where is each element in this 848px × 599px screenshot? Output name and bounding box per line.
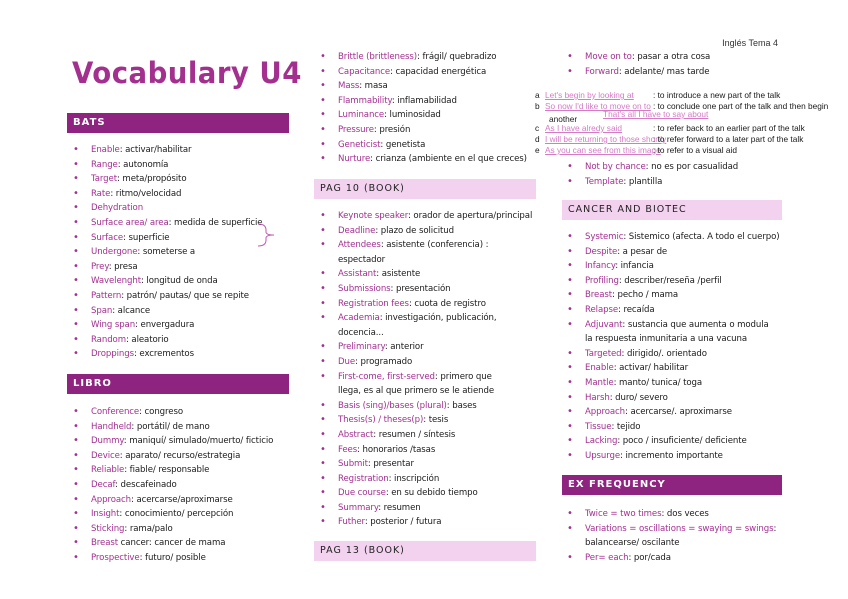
phrase-row — [535, 123, 805, 135]
vocab-term: Nurture — [338, 154, 371, 165]
vocab-term: Tissue — [585, 421, 612, 432]
vocab-term: Brittle (brittleness) — [338, 52, 418, 62]
vocab-definition: : resumen / síntesis — [373, 429, 456, 440]
phrase-description: : to conclude one part of the talk and then begin — [653, 101, 829, 111]
list-item — [73, 347, 293, 362]
list-item — [567, 318, 772, 347]
list-item — [320, 486, 515, 501]
list-item — [73, 522, 293, 537]
list-item — [320, 457, 515, 472]
list-item — [320, 224, 515, 239]
list-item — [567, 405, 772, 420]
list-item — [73, 463, 293, 478]
vocab-definition: : fiable/ responsable — [124, 465, 210, 476]
list-item — [73, 536, 293, 551]
list-item — [320, 152, 540, 167]
vocab-definition: : descafeinado — [115, 479, 177, 490]
list-item — [567, 361, 772, 376]
vocab-term: Pressure — [338, 124, 374, 135]
vocab-term: Relapse — [585, 304, 619, 315]
vocab-term: Dummy — [91, 436, 124, 447]
brace-icon — [256, 222, 278, 248]
phrases-block — [535, 90, 845, 160]
vocab-definition: : posterior / futura — [364, 517, 442, 528]
vocab-definition: : presión — [373, 124, 411, 135]
list-item — [73, 333, 293, 348]
phrase-description: : to refer to a visual aid — [653, 145, 737, 155]
list-item — [73, 158, 293, 173]
vocab-term: Harsh — [585, 392, 610, 403]
vocab-term: Academia — [338, 313, 380, 324]
vocab-term: Undergone — [91, 247, 138, 258]
vocab-term: Wavelenght — [91, 276, 141, 287]
list-item — [320, 515, 515, 530]
section-freq-header: EX FREQUENCY — [562, 475, 782, 495]
list-item — [73, 507, 293, 522]
vocab-definition: : plantilla — [623, 176, 663, 187]
vocab-term: Due course — [338, 488, 386, 499]
vocab-definition: : excrementos — [134, 349, 194, 360]
list-pag10 — [320, 209, 533, 530]
vocab-definition: : plazo de solicitud — [375, 225, 454, 236]
vocab-term: Registration — [338, 473, 389, 484]
list-item — [73, 318, 293, 333]
vocab-definition: : a pesar de — [617, 246, 668, 257]
list-col3-mid — [567, 160, 787, 189]
vocab-term: Not by chance — [585, 162, 646, 172]
vocab-term: Random — [91, 334, 126, 345]
vocab-definition: : dirigido/. orientado — [621, 348, 707, 359]
vocab-term: Flammability — [338, 95, 392, 106]
list-item — [320, 443, 515, 458]
vocab-term: Per= each — [585, 552, 629, 563]
vocab-definition: : cuota de registro — [408, 298, 486, 309]
vocab-definition: : asistente (conferencia) : espectador — [338, 240, 489, 265]
phrase-letter: a — [535, 90, 540, 100]
vocab-definition: : longitud de onda — [140, 276, 218, 287]
vocab-term: Variations = oscillations = swaying = swings — [585, 523, 774, 534]
list-item — [320, 65, 540, 80]
vocab-definition: : presentar — [367, 459, 414, 470]
phrase-letter: b — [535, 101, 540, 111]
vocab-term: Enable — [91, 145, 120, 155]
section-pag13-header: PAG 13 (BOOK) — [314, 541, 536, 561]
vocab-definition: : por/cada — [628, 552, 671, 563]
list-col3-top — [567, 50, 787, 79]
vocab-definition: : inscripción — [388, 473, 440, 484]
vocab-definition: : tesis — [423, 415, 449, 426]
vocab-term: Span — [91, 305, 113, 316]
vocab-term: Range — [91, 159, 118, 170]
list-cancer — [567, 230, 780, 464]
list-item — [73, 260, 293, 275]
vocab-term: Attendees — [338, 240, 381, 251]
section-cancer-header: CANCER AND BIOTEC — [562, 200, 782, 220]
vocab-term: Target — [91, 174, 117, 185]
vocab-term: Approach — [91, 494, 132, 505]
vocab-definition: : incremento importante — [620, 450, 723, 461]
vocab-term: Summary — [338, 502, 379, 513]
section-libro-header: LIBRO — [67, 374, 289, 394]
list-item — [567, 449, 772, 464]
vocab-definition: : en su debido tiempo — [385, 488, 478, 499]
vocab-definition: : frágil/ quebradizo — [417, 52, 497, 62]
vocab-definition: : sustancia que aumenta o modula la respuesta inmunitaria a una vacuna — [585, 319, 769, 345]
phrase-description: : to refer forward to a later part of the talk — [653, 134, 804, 144]
list-item — [320, 267, 515, 282]
list-item — [567, 551, 777, 566]
vocab-definition: : futuro/ posible — [139, 552, 206, 563]
vocab-term: Submit — [338, 459, 368, 470]
vocab-term: Keynote speaker — [338, 211, 408, 221]
vocab-term: Luminance — [338, 110, 385, 121]
vocab-term: Mass — [338, 81, 360, 92]
vocab-definition: : envergadura — [135, 320, 195, 331]
vocab-term: Enable — [585, 363, 614, 374]
vocab-term: Move on to — [585, 52, 632, 62]
phrase-description: : to introduce a new part of the talk — [653, 90, 781, 100]
header-right: Inglés Tema 4 — [722, 38, 778, 48]
vocab-definition: : pecho / mama — [612, 290, 679, 301]
vocab-definition: : asistente — [376, 269, 421, 280]
vocab-term: Handheld — [91, 421, 132, 432]
list-item — [320, 472, 515, 487]
list-item — [73, 405, 293, 420]
vocab-definition: : maniquí/ simulado/muerto/ ficticio — [123, 436, 274, 447]
list-item — [567, 259, 772, 274]
vocab-term: Despite — [585, 246, 618, 257]
vocab-definition: : pasar a otra cosa — [631, 52, 711, 62]
vocab-definition: : duro/ severo — [609, 392, 668, 403]
vocab-definition: : presentación — [390, 283, 451, 294]
list-item — [567, 522, 777, 551]
vocab-definition: : resumen — [378, 502, 421, 513]
vocab-definition: : presa — [108, 261, 138, 272]
vocab-definition: : acercarse/aproximarse — [131, 494, 233, 505]
vocab-term: Abstract — [338, 429, 374, 440]
vocab-definition: : primero que llega, es al que primero se le atiende — [338, 371, 495, 397]
list-item — [567, 288, 772, 303]
list-item — [320, 370, 515, 399]
vocab-term: Dehydration — [91, 203, 144, 214]
vocab-definition: : aparato/ recurso/estrategia — [119, 450, 241, 461]
vocab-term: Breast — [585, 290, 613, 301]
list-item — [567, 347, 772, 362]
list-item — [567, 245, 772, 260]
list-item — [567, 420, 772, 435]
vocab-definition: : recaída — [618, 304, 655, 315]
list-item — [320, 50, 540, 65]
list-item — [73, 289, 293, 304]
list-item — [73, 478, 293, 493]
list-item — [320, 138, 540, 153]
phrase-row — [535, 134, 803, 146]
vocab-definition: : programado — [355, 356, 413, 367]
vocab-definition: : describer/reseña /perfil — [618, 275, 722, 286]
vocab-term: Registration fees — [338, 298, 409, 309]
vocab-definition: : someterse a — [137, 247, 196, 258]
vocab-definition: : ritmo/velocidad — [110, 188, 182, 199]
list-item — [320, 108, 540, 123]
list-item — [320, 355, 515, 370]
vocab-definition: : bases — [446, 400, 477, 411]
vocab-definition: : dos veces — [661, 509, 709, 519]
list-item — [73, 449, 293, 464]
list-item — [320, 297, 515, 312]
vocab-definition: : superficie — [123, 232, 170, 243]
vocab-definition: : alcance — [112, 305, 151, 316]
vocab-definition: : luminosidad — [384, 110, 441, 121]
vocab-term: Profiling — [585, 275, 619, 286]
phrase-text: That's all I have to say about — [603, 109, 709, 119]
phrase-text: So now I'd like to move on to — [545, 101, 651, 111]
section-pag10-header: PAG 10 (BOOK) — [314, 179, 536, 199]
vocab-definition: : tejido — [611, 421, 641, 432]
vocab-term: Upsurge — [585, 450, 621, 461]
vocab-term: Mantle — [585, 377, 614, 388]
list-item — [73, 187, 293, 202]
phrase-text: Let's begin by looking at — [545, 90, 634, 100]
vocab-term: First-come, first-served — [338, 371, 435, 382]
vocab-term: Pattern — [91, 290, 122, 301]
vocab-definition: : autonomía — [117, 159, 169, 170]
list-item — [567, 50, 787, 65]
list-item — [567, 175, 787, 190]
vocab-definition: : rama/palo — [124, 523, 173, 534]
vocab-definition: : genetista — [380, 139, 426, 150]
vocab-term: Surface — [91, 232, 124, 243]
vocab-definition: : no es por casualidad — [645, 162, 739, 172]
list-item — [320, 209, 533, 224]
vocab-definition: : acercarse/. aproximarse — [625, 407, 732, 418]
vocab-term: Prey — [91, 261, 109, 272]
list-item — [320, 282, 515, 297]
vocab-term: Thesis(s) / theses(p) — [338, 415, 424, 426]
vocab-term: Droppings — [91, 349, 134, 360]
vocab-term: Infancy — [585, 261, 616, 272]
phrase-letter: d — [535, 134, 540, 144]
vocab-term: Adjuvant — [585, 319, 623, 330]
list-item — [567, 376, 772, 391]
vocab-term: Breast — [91, 538, 119, 549]
vocab-term: Preliminary — [338, 342, 385, 353]
vocab-definition: : orador de apertura/principal — [408, 211, 533, 221]
vocab-definition: : investigación, publicación, docencia... — [338, 313, 497, 338]
vocab-term: Deadline — [338, 225, 376, 236]
list-item — [320, 428, 515, 443]
vocab-term: Assistant — [338, 269, 377, 280]
vocab-definition: : crianza (ambiente en el que creces) — [370, 154, 527, 165]
vocab-term: Futher — [338, 517, 365, 528]
vocab-term: Basis (sing)/bases (plural) — [338, 400, 447, 411]
list-item — [73, 172, 293, 187]
list-item — [567, 303, 772, 318]
vocab-term: Twice = two times — [585, 509, 662, 519]
vocab-term: Conference — [91, 407, 140, 417]
phrase-row — [535, 145, 737, 157]
phrase-row — [535, 90, 780, 102]
vocab-definition: : honorarios /tasas — [357, 444, 436, 455]
list-bats — [73, 143, 293, 362]
vocab-definition: : anterior — [384, 342, 424, 353]
vocab-term: Due — [338, 356, 356, 367]
list-item — [320, 413, 515, 428]
list-item — [73, 201, 293, 216]
list-item — [320, 238, 515, 267]
vocab-definition: : aleatorio — [125, 334, 169, 345]
vocab-definition: : portátil/ de mano — [131, 421, 210, 432]
list-item — [567, 507, 777, 522]
vocab-definition: : capacidad energética — [390, 66, 487, 77]
list-item — [73, 551, 293, 566]
vocab-definition: : inflamabilidad — [391, 95, 457, 106]
vocab-term: Geneticist — [338, 139, 381, 150]
vocab-definition: : manto/ tunica/ toga — [613, 377, 703, 388]
phrase-text: As you can see from this image — [545, 145, 661, 155]
list-item — [73, 493, 293, 508]
list-libro — [73, 405, 293, 566]
phrase-description: another — [549, 114, 578, 124]
vocab-definition: : Sistemico (afecta. A todo el cuerpo) — [623, 232, 780, 242]
vocab-term: Targeted — [585, 348, 622, 359]
vocab-term: Systemic — [585, 232, 624, 242]
list-item — [73, 274, 293, 289]
list-freq — [567, 507, 777, 565]
list-item — [73, 304, 293, 319]
phrase-letter: e — [535, 145, 540, 155]
list-item — [567, 65, 787, 80]
page-title: Vocabulary U4 — [72, 56, 302, 90]
phrase-letter: c — [535, 123, 540, 133]
vocab-term: Forward — [585, 66, 619, 77]
vocab-definition: : meta/propósito — [117, 174, 187, 185]
vocab-term: Wing span — [91, 320, 136, 331]
vocab-definition: : masa — [359, 81, 388, 92]
list-item — [320, 501, 515, 516]
list-item — [320, 311, 515, 340]
vocab-definition: : infancia — [615, 261, 654, 272]
vocab-term: Template — [585, 176, 624, 187]
vocab-term: Reliable — [91, 465, 125, 476]
vocab-definition: : balancearse/ oscilante — [585, 523, 777, 549]
vocab-definition: : poco / insuficiente/ deficiente — [617, 436, 747, 447]
vocab-term: Capacitance — [338, 66, 391, 77]
vocab-term: Surface area/ area — [91, 217, 169, 228]
vocab-definition: : patrón/ pautas/ que se repite — [121, 290, 249, 301]
phrase-description: : to refer back to an earlier part of the talk — [653, 123, 805, 133]
vocab-definition: : activar/habilitar — [119, 145, 192, 155]
vocab-term: Rate — [91, 188, 111, 199]
list-item — [320, 340, 515, 355]
list-item — [320, 123, 540, 138]
list-col2-top — [320, 50, 540, 167]
phrase-text: As I have alredy said — [545, 123, 623, 133]
vocab-definition: cancer: cancer de mama — [118, 538, 226, 549]
vocab-term: Approach — [585, 407, 626, 418]
phrase-text: I will be returning to those shortly — [545, 134, 667, 144]
list-item — [320, 94, 540, 109]
list-item — [73, 143, 293, 158]
list-item — [567, 274, 772, 289]
list-item — [73, 420, 293, 435]
list-item — [567, 230, 780, 245]
vocab-term: Device — [91, 450, 120, 461]
vocab-definition: : congreso — [139, 407, 183, 417]
vocab-term: Fees — [338, 444, 358, 455]
vocab-term: Prospective — [91, 552, 140, 563]
vocab-term: Sticking — [91, 523, 125, 534]
vocab-term: Decaf — [91, 479, 116, 490]
vocab-definition: : conocimiento/ percepción — [119, 509, 234, 520]
list-item — [567, 391, 772, 406]
list-item — [567, 160, 787, 175]
vocab-term: Insight — [91, 509, 120, 520]
vocab-term: Lacking — [585, 436, 618, 447]
vocab-definition: : activar/ habilitar — [613, 363, 689, 374]
list-item — [567, 434, 772, 449]
list-item — [73, 434, 293, 449]
list-item — [320, 399, 515, 414]
vocab-term: Submissions — [338, 283, 391, 294]
vocab-definition: : adelante/ mas tarde — [618, 66, 710, 77]
section-bats-header: BATS — [67, 113, 289, 133]
vocab-definition: : medida de superficie — [168, 217, 263, 228]
list-item — [320, 79, 540, 94]
